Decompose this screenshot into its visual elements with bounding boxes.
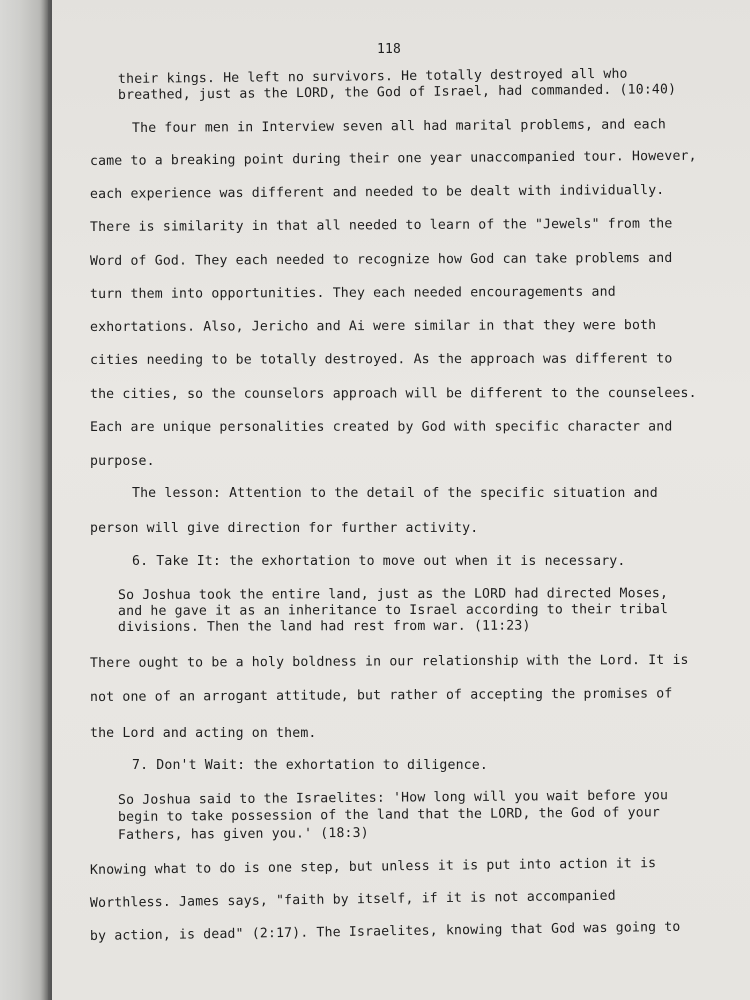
page-text: [52, 0, 750, 1000]
text-line: There ought to be a holy boldness in our relationship with the Lord. It is: [89, 652, 689, 671]
text-line: by action, is dead" (2:17). The Israelites, knowing that God was going to: [89, 919, 681, 944]
text-line: Knowing what to do is one step, but unless it is put into action it is: [89, 856, 657, 878]
text-line: The lesson: Attention to the detail of the specific situation and: [132, 486, 658, 501]
text-line: purpose.: [90, 454, 155, 469]
text-line: person will give direction for further activity.: [90, 521, 479, 536]
text-line: So Joshua said to the Israelites: 'How long will you wait before you: [117, 788, 669, 808]
text-line: Each are unique personalities created by God with specific character and: [89, 419, 673, 435]
text-line: turn them into opportunities. They each needed encouragements and: [89, 284, 616, 302]
text-line: exhortations. Also, Jericho and Ai were similar in that they were both: [89, 318, 657, 335]
text-line: Word of God. They each needed to recognize how God can take problems and: [89, 250, 673, 269]
text-line: 6. Take It: the exhortation to move out when it is necessary.: [132, 554, 626, 569]
text-line: their kings. He left no survivors. He totally destroyed all who: [117, 66, 628, 87]
text-line: divisions. Then the land had rest from war. (11:23): [117, 618, 531, 635]
text-line: each experience was different and needed to be dealt with individually.: [89, 182, 665, 202]
text-line: Worthless. James says, "faith by itself, if it is not accompanied: [89, 888, 616, 911]
facing-page-edge: [0, 0, 48, 1000]
text-line: The four men in Interview seven all had marital problems, and each: [131, 117, 666, 136]
text-line: breathed, just as the LORD, the God of Israel, had commanded. (10:40): [117, 82, 677, 103]
text-line: came to a breaking point during their one year unaccompanied tour. However,: [89, 148, 697, 169]
book-page: [52, 0, 750, 1000]
page-number: 118: [377, 42, 401, 57]
text-line: the cities, so the counselors approach will be different to the counselees.: [89, 385, 697, 402]
text-line: 7. Don't Wait: the exhortation to diligence.: [132, 758, 488, 773]
text-line: the Lord and acting on them.: [90, 726, 317, 741]
text-line: So Joshua took the entire land, just as the LORD had directed Moses,: [117, 586, 669, 603]
text-line: begin to take possession of the land that the LORD, the God of your: [117, 805, 661, 825]
text-line: not one of an arrogant attitude, but rather of accepting the promises of: [89, 686, 673, 705]
text-line: There is similarity in that all needed to learn of the "Jewels" from the: [89, 216, 673, 235]
text-line: cities needing to be totally destroyed. As the approach was different to: [89, 351, 673, 368]
text-line: and he gave it as an inheritance to Israel according to their tribal: [117, 602, 669, 619]
text-line: Fathers, has given you.' (18:3): [117, 825, 369, 843]
